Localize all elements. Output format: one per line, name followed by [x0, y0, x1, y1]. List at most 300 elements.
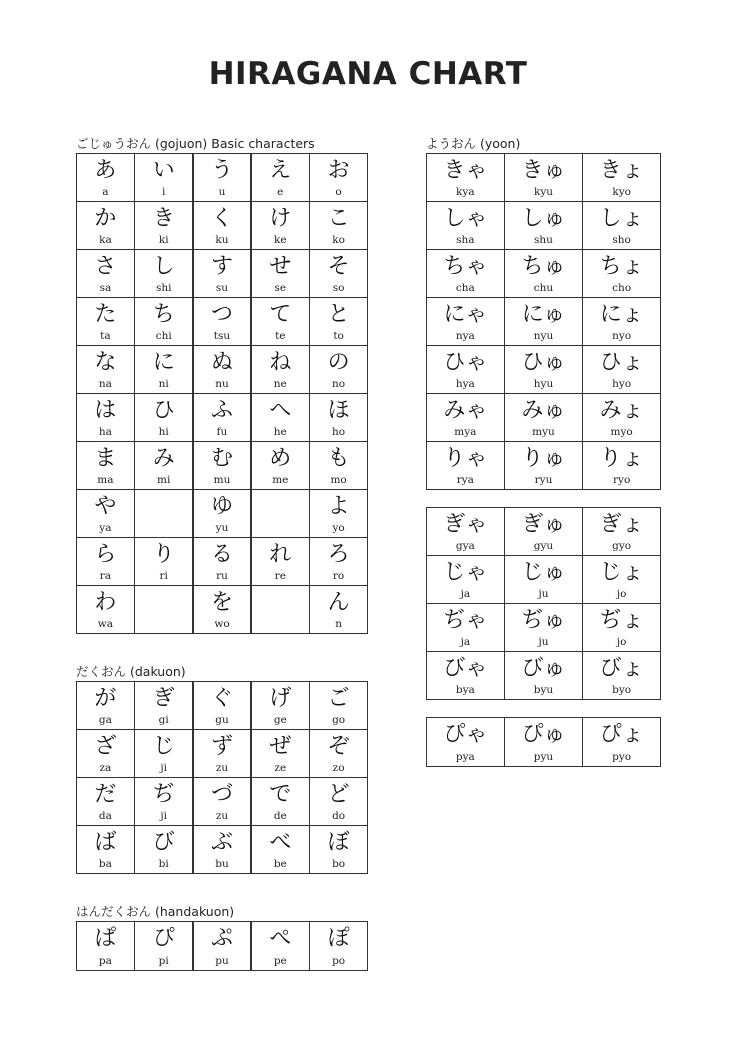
kana-cell [427, 202, 504, 249]
kana-romaji: mi [157, 473, 171, 486]
kana-cell [135, 202, 192, 249]
kana-romaji: rya [456, 474, 474, 486]
kana-romaji: ri [159, 569, 168, 582]
kana-cell [252, 826, 309, 873]
kana-romaji: byo [612, 684, 632, 696]
kana-romaji: hi [158, 425, 169, 438]
kana-cell [135, 442, 192, 489]
kana-romaji: no [332, 377, 346, 390]
kana-romaji: wa [97, 617, 114, 630]
kana-character: にゃ [443, 302, 488, 328]
kana-romaji: ju [538, 635, 549, 648]
kana-character: れ [269, 542, 292, 568]
kana-character: びゅ [521, 656, 566, 682]
kana-cell [135, 298, 192, 345]
kana-romaji: e [277, 185, 284, 198]
kana-cell [135, 682, 192, 729]
kana-cell [427, 346, 504, 393]
kana-romaji: po [332, 955, 346, 967]
kana-character: よ [327, 494, 350, 520]
kana-cell [77, 442, 134, 489]
kana-romaji: bya [455, 684, 475, 696]
yoon-dakuon-table [426, 507, 661, 700]
kana-cell [427, 442, 504, 489]
kana-character: ぴ [152, 926, 175, 951]
kana-character: にょ [599, 302, 644, 328]
kana-romaji: cho [612, 281, 632, 294]
kana-character: く [210, 206, 233, 232]
kana-cell [310, 394, 367, 441]
kana-character: じゃ [443, 560, 488, 586]
kana-character: ぢゃ [443, 608, 488, 634]
kana-cell [505, 298, 582, 345]
kana-romaji: ryo [613, 474, 631, 486]
kana-character: にゅ [521, 302, 566, 328]
kana-cell [583, 652, 660, 699]
kana-cell [505, 508, 582, 555]
kana-romaji: hya [455, 377, 475, 390]
kana-cell [194, 394, 251, 441]
kana-cell [583, 718, 660, 766]
kana-romaji: pu [215, 955, 229, 967]
kana-cell [583, 394, 660, 441]
kana-cell [310, 922, 367, 970]
kana-romaji: gi [158, 713, 169, 726]
kana-character: みゅ [521, 398, 566, 424]
kana-cell [505, 718, 582, 766]
kana-romaji: ne [273, 377, 287, 390]
kana-cell [427, 556, 504, 603]
kana-romaji: da [98, 809, 112, 822]
kana-romaji: sa [99, 281, 112, 294]
kana-cell [310, 298, 367, 345]
kana-cell [310, 442, 367, 489]
kana-cell [583, 604, 660, 651]
kana-character: じ [152, 734, 175, 760]
kana-romaji: jo [616, 587, 627, 600]
kana-character: りょ [599, 446, 644, 472]
kana-romaji: he [273, 425, 287, 438]
kana-romaji: sho [612, 233, 631, 246]
kana-cell [77, 682, 134, 729]
kana-character: ひゃ [443, 350, 488, 376]
kana-romaji: nyu [533, 329, 554, 342]
handakuon-table [76, 921, 368, 971]
kana-cell [505, 556, 582, 603]
kana-romaji: kya [456, 185, 475, 198]
kana-character: て [269, 302, 292, 328]
kana-cell [583, 202, 660, 249]
kana-romaji: ze [274, 761, 287, 774]
kana-cell [505, 604, 582, 651]
kana-cell [505, 442, 582, 489]
kana-cell [505, 202, 582, 249]
kana-romaji: chu [533, 281, 554, 294]
kana-character: き [152, 206, 175, 232]
kana-character: が [94, 686, 117, 711]
kana-cell [583, 346, 660, 393]
kana-character: びょ [599, 656, 644, 682]
kana-cell [252, 202, 309, 249]
kana-character: め [269, 446, 292, 472]
kana-cell [77, 202, 134, 249]
kana-character: ご [327, 686, 350, 711]
kana-cell [310, 490, 367, 537]
kana-romaji: zu [215, 809, 229, 822]
kana-character: ぎゃ [443, 512, 488, 537]
kana-cell [194, 298, 251, 345]
kana-character: ぜ [269, 734, 292, 760]
yoon-label: ようおん (yoon) [426, 136, 521, 151]
kana-cell [77, 490, 134, 537]
kana-cell [505, 250, 582, 297]
kana-romaji: ki [158, 233, 169, 246]
kana-cell [505, 154, 582, 201]
kana-cell [252, 538, 309, 585]
kana-cell [194, 682, 251, 729]
kana-character: きょ [599, 158, 644, 183]
kana-character: は [94, 398, 117, 424]
kana-character: か [94, 206, 117, 232]
kana-cell [252, 442, 309, 489]
kana-romaji: kyo [612, 185, 631, 198]
kana-romaji: re [274, 569, 286, 582]
kana-cell [77, 346, 134, 393]
kana-romaji: se [274, 281, 287, 294]
kana-cell [252, 346, 309, 393]
kana-character: な [94, 350, 117, 376]
kana-cell [194, 346, 251, 393]
kana-cell [310, 730, 367, 777]
kana-character: びゃ [443, 656, 488, 682]
kana-character: ぴゃ [443, 722, 488, 747]
kana-cell [194, 826, 251, 873]
kana-cell [77, 538, 134, 585]
kana-cell [310, 682, 367, 729]
kana-romaji: go [332, 713, 346, 726]
kana-cell [310, 154, 367, 201]
kana-romaji: zu [215, 761, 229, 774]
kana-character: きゅ [521, 158, 566, 183]
kana-cell [194, 778, 251, 825]
kana-character: ら [94, 542, 117, 568]
kana-character: みゃ [443, 398, 488, 424]
kana-romaji: ni [158, 377, 169, 390]
kana-cell [135, 538, 192, 585]
kana-character: を [210, 590, 233, 616]
kana-romaji: be [273, 858, 287, 870]
kana-character: ぞ [327, 734, 350, 760]
kana-romaji: ji [160, 809, 167, 822]
kana-character: ぴょ [599, 722, 644, 747]
kana-character: ぎ [152, 686, 175, 711]
kana-character: きゃ [443, 158, 488, 183]
kana-character: ゆ [210, 494, 233, 520]
kana-romaji: ju [538, 587, 549, 600]
kana-character: じょ [599, 560, 644, 586]
kana-character: ち [152, 302, 175, 328]
kana-cell [427, 508, 504, 555]
kana-romaji: de [273, 809, 287, 822]
kana-romaji: nyo [612, 329, 632, 342]
kana-romaji: ja [460, 635, 471, 648]
page-title: HIRAGANA CHART [208, 56, 528, 92]
kana-character: え [269, 158, 292, 183]
gojuon-label: ごじゅうおん (gojuon) Basic characters [76, 136, 315, 151]
kana-romaji: shu [534, 233, 553, 246]
kana-cell [427, 718, 504, 766]
kana-romaji: u [218, 185, 226, 198]
kana-cell [77, 826, 134, 873]
kana-cell [135, 154, 192, 201]
kana-romaji: ru [216, 569, 228, 582]
kana-cell [194, 250, 251, 297]
kana-romaji: mu [213, 473, 231, 486]
dakuon-table [76, 681, 368, 874]
kana-character: りゃ [443, 446, 488, 472]
kana-character: み [152, 446, 175, 472]
kana-character: づ [210, 782, 233, 808]
kana-character: へ [269, 398, 292, 424]
kana-cell [135, 490, 192, 537]
kana-character: ぽ [327, 926, 350, 951]
kana-character: ざ [94, 734, 117, 760]
kana-cell [194, 202, 251, 249]
kana-cell [427, 298, 504, 345]
kana-character: ひ [152, 398, 175, 424]
kana-cell [427, 604, 504, 651]
kana-romaji: mya [454, 425, 477, 438]
kana-romaji: kyu [533, 185, 554, 198]
kana-character: び [152, 830, 175, 856]
kana-romaji: nya [455, 329, 475, 342]
kana-romaji: ya [99, 521, 112, 534]
kana-romaji: wo [214, 617, 230, 630]
kana-character: ず [210, 734, 233, 760]
kana-character: げ [269, 686, 292, 711]
kana-character: も [327, 446, 350, 472]
kana-romaji: pya [455, 751, 475, 763]
kana-character: わ [94, 590, 117, 616]
kana-cell [252, 682, 309, 729]
kana-character: の [327, 350, 350, 376]
kana-cell [252, 778, 309, 825]
kana-character: ぷ [210, 926, 233, 951]
kana-romaji: n [335, 617, 342, 630]
yoon-handakuon-table [426, 717, 661, 767]
kana-romaji: do [332, 809, 346, 822]
kana-romaji: hyo [612, 377, 632, 390]
kana-cell [427, 394, 504, 441]
kana-character: ちゅ [521, 254, 566, 280]
kana-character: ぢょ [599, 608, 644, 634]
kana-cell [310, 538, 367, 585]
kana-character: つ [210, 302, 233, 328]
kana-romaji: shi [155, 281, 172, 294]
kana-cell [135, 730, 192, 777]
kana-character: だ [94, 782, 117, 808]
kana-romaji: na [98, 377, 112, 390]
kana-cell [252, 394, 309, 441]
kana-romaji: su [215, 281, 229, 294]
kana-romaji: pe [273, 955, 287, 967]
kana-romaji: chi [155, 329, 172, 342]
kana-character: ど [327, 782, 350, 808]
kana-cell [135, 922, 192, 970]
kana-romaji: pyu [533, 751, 554, 763]
kana-cell [135, 346, 192, 393]
kana-cell [77, 586, 134, 633]
kana-character: ぢ [152, 782, 175, 808]
kana-cell [77, 730, 134, 777]
kana-romaji: bo [332, 858, 346, 870]
kana-character: みょ [599, 398, 644, 424]
kana-cell [252, 730, 309, 777]
kana-romaji: te [275, 329, 286, 342]
kana-cell [194, 586, 251, 633]
kana-character: ぶ [210, 830, 233, 856]
kana-romaji: o [335, 185, 342, 198]
kana-character: ふ [210, 398, 233, 424]
kana-romaji: yu [215, 521, 229, 534]
kana-cell [77, 250, 134, 297]
kana-romaji: gu [215, 713, 229, 726]
kana-cell [583, 442, 660, 489]
kana-character: る [210, 542, 233, 568]
kana-romaji: zo [332, 761, 345, 774]
kana-character: に [152, 350, 175, 376]
kana-romaji: gyo [612, 539, 632, 552]
kana-character: と [327, 302, 350, 328]
kana-cell [77, 394, 134, 441]
kana-romaji: me [272, 473, 289, 486]
kana-cell [252, 298, 309, 345]
kana-romaji: fu [216, 425, 228, 438]
kana-character: しゃ [443, 206, 488, 232]
kana-romaji: yo [332, 521, 345, 534]
handakuon-label: はんだくおん (handakuon) [76, 904, 235, 919]
kana-cell [194, 922, 251, 970]
kana-character: ぢゅ [521, 608, 566, 634]
kana-character: ば [94, 830, 117, 856]
kana-romaji: pyo [612, 751, 632, 763]
kana-character: す [210, 254, 233, 280]
kana-romaji: ra [99, 569, 112, 582]
kana-character: お [327, 158, 350, 183]
kana-cell [194, 442, 251, 489]
kana-character: む [210, 446, 233, 472]
kana-cell [310, 778, 367, 825]
kana-romaji: ku [215, 233, 229, 246]
kana-cell [194, 154, 251, 201]
kana-cell [135, 826, 192, 873]
kana-romaji: ko [332, 233, 345, 246]
kana-character: ぎょ [599, 512, 644, 537]
kana-cell [77, 154, 134, 201]
kana-character: りゅ [521, 446, 566, 472]
kana-character: ぐ [210, 686, 233, 711]
kana-romaji: myo [610, 425, 633, 438]
kana-romaji: mo [330, 473, 347, 486]
kana-romaji: ro [332, 569, 345, 582]
kana-cell [77, 298, 134, 345]
kana-character: せ [269, 254, 292, 280]
kana-character: ぴゅ [521, 722, 566, 747]
kana-romaji: hyu [533, 377, 554, 390]
kana-character: ぬ [210, 350, 233, 376]
kana-romaji: ja [460, 587, 471, 600]
kana-romaji: gya [455, 539, 475, 552]
kana-romaji: za [99, 761, 112, 774]
dakuon-label: だくおん (dakuon) [76, 664, 186, 679]
kana-cell [427, 250, 504, 297]
kana-cell [194, 490, 251, 537]
kana-cell [505, 346, 582, 393]
kana-character: り [152, 542, 175, 568]
kana-character: ちゃ [443, 254, 488, 280]
kana-cell [583, 154, 660, 201]
kana-character: こ [327, 206, 350, 232]
kana-romaji: bu [215, 858, 229, 870]
kana-romaji: ka [99, 233, 112, 246]
kana-cell [310, 826, 367, 873]
kana-character: し [152, 254, 175, 280]
kana-romaji: bi [158, 858, 169, 870]
kana-romaji: ma [97, 473, 114, 486]
kana-cell [583, 556, 660, 603]
kana-cell [252, 922, 309, 970]
kana-cell [252, 490, 309, 537]
kana-romaji: pi [158, 955, 169, 967]
kana-cell [310, 586, 367, 633]
kana-character: さ [94, 254, 117, 280]
kana-romaji: to [333, 329, 344, 342]
kana-romaji: ji [160, 761, 167, 774]
kana-character: い [152, 158, 175, 183]
kana-cell [310, 346, 367, 393]
kana-cell [77, 778, 134, 825]
kana-romaji: ryu [534, 474, 553, 486]
kana-character: ぱ [94, 926, 117, 951]
kana-character: ほ [327, 398, 350, 424]
kana-character: で [269, 782, 292, 808]
kana-character: しゅ [521, 206, 566, 232]
kana-cell [583, 250, 660, 297]
kana-romaji: pa [98, 955, 112, 967]
kana-cell [310, 250, 367, 297]
kana-character: べ [269, 830, 292, 856]
kana-romaji: tsu [213, 329, 231, 342]
kana-character: ひゅ [521, 350, 566, 376]
kana-character: そ [327, 254, 350, 280]
kana-character: う [210, 158, 233, 183]
kana-cell [505, 394, 582, 441]
kana-romaji: ke [274, 233, 287, 246]
kana-character: け [269, 206, 292, 232]
gojuon-table [76, 153, 368, 634]
kana-cell [135, 586, 192, 633]
kana-cell [135, 394, 192, 441]
kana-character: ちょ [599, 254, 644, 280]
kana-cell [194, 730, 251, 777]
kana-character: あ [94, 158, 117, 183]
kana-cell [252, 250, 309, 297]
kana-cell [135, 778, 192, 825]
kana-romaji: i [162, 185, 166, 198]
kana-romaji: so [332, 281, 345, 294]
kana-character: ひょ [599, 350, 644, 376]
kana-cell [252, 586, 309, 633]
